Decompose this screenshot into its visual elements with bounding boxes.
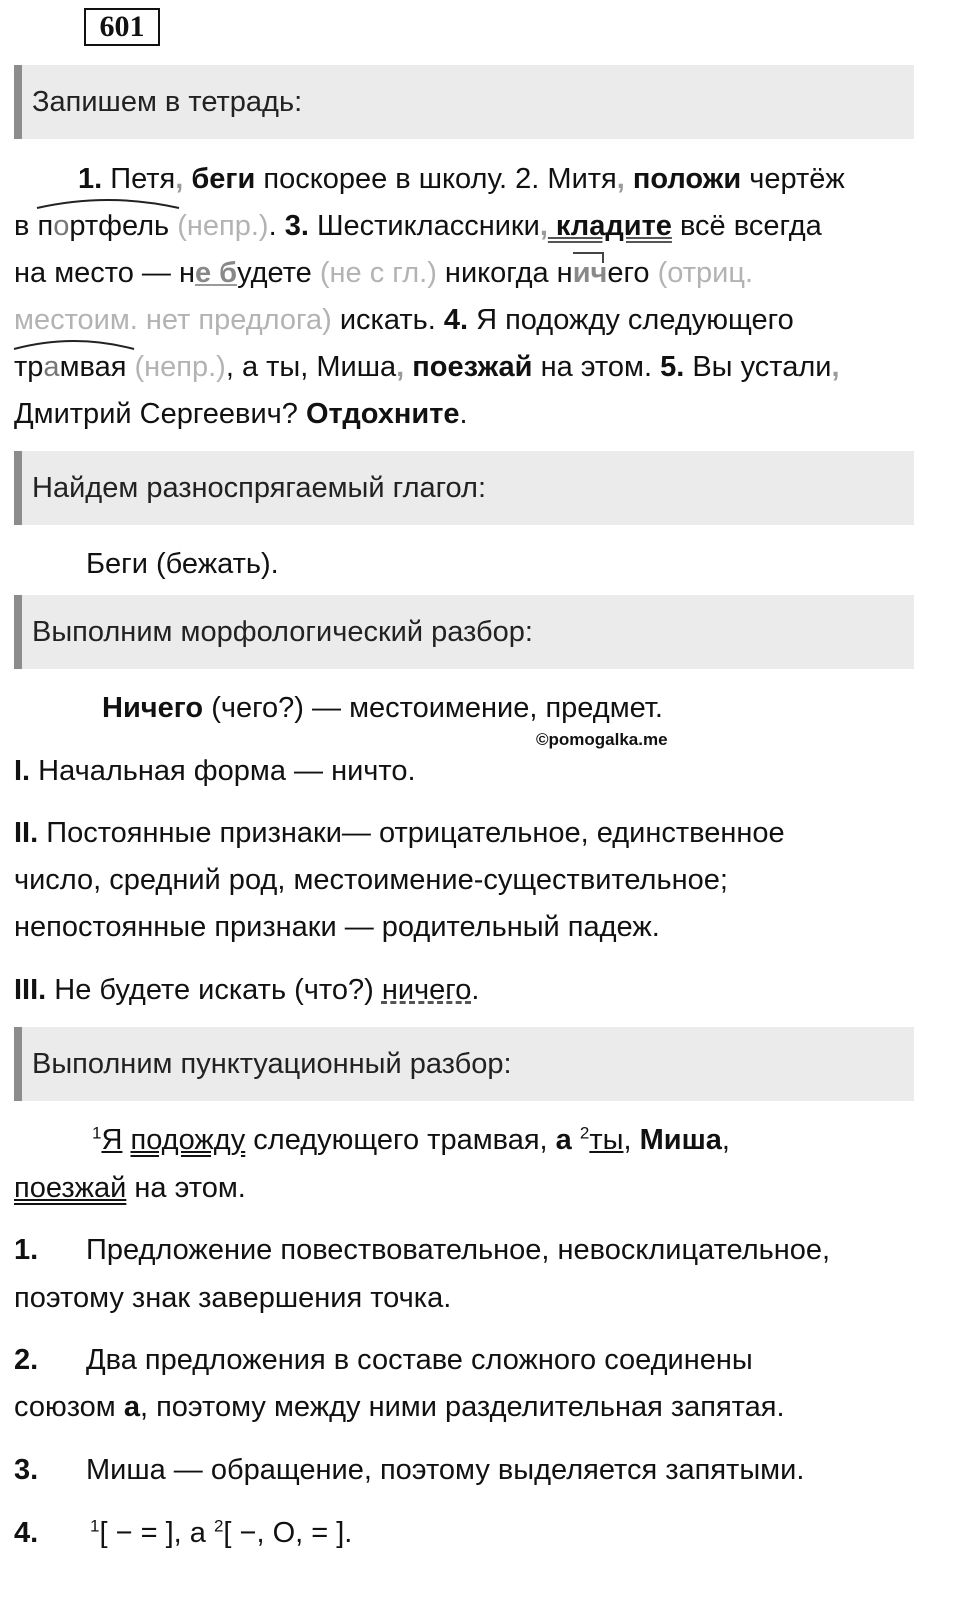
spelling-highlight: е б (194, 257, 238, 289)
text-fragment: его (607, 257, 658, 289)
verb-bold: беги (183, 163, 256, 195)
morpheme-arc-icon (10, 335, 138, 351)
scheme-fragment: [ − = ], а (99, 1517, 214, 1549)
verb-answer: Беги (бежать). (86, 548, 279, 580)
gray-note: (отриц. (657, 257, 754, 289)
conjunction-bold: а (555, 1124, 572, 1156)
text-fragment: на этом. (126, 1172, 246, 1204)
predicate-word: поезжай (14, 1172, 127, 1204)
list-number: 3. (14, 1454, 39, 1486)
section-header-punct: Выполним пунктуационный разбор: (14, 1027, 914, 1101)
gray-note: местоим. нет предлога) (14, 304, 332, 336)
text-fragment: в (14, 210, 38, 242)
punct-sentence-line-2 (14, 1168, 934, 1208)
text-fragment: , а ты, Миша (225, 351, 397, 383)
text-fragment: на место — н (14, 257, 195, 289)
analyzed-word: Ничего (102, 692, 204, 724)
verb-bold: положи (624, 163, 742, 195)
text-fragment: искать. (331, 304, 444, 336)
text-fragment: Шестиклассники (308, 210, 540, 242)
text-fragment: чертёж (741, 163, 845, 195)
text-fragment: Начальная форма — ничто. (30, 755, 416, 787)
punctuation-mark: , (616, 163, 625, 195)
text-line-1 (14, 159, 934, 199)
section-header-write: Запишем в тетрадь: (14, 65, 914, 139)
clause-index: 1 (92, 1123, 102, 1143)
gray-note: (непр.) (126, 351, 226, 383)
sentence-number: 4. (443, 304, 469, 336)
clause-index: 2 (579, 1123, 590, 1143)
punct-item-1-line-2: поэтому знак завершения точка. (14, 1282, 452, 1314)
list-number: 2. (14, 1344, 39, 1376)
text-fragment: Дмитрий Сергеевич? (14, 398, 306, 430)
morph-item-2 (14, 813, 934, 853)
text-fragment: Предложение повествовательное, невосклицательное, (86, 1234, 831, 1266)
roman-numeral: II. (14, 817, 39, 849)
scheme-fragment: [ −, О, = ]. (223, 1517, 353, 1549)
punctuation-mark: , (175, 163, 184, 195)
text-fragment: следующего трамвая, (245, 1124, 556, 1156)
text-fragment: Вы устали (684, 351, 832, 383)
text-fragment: , (623, 1124, 640, 1156)
text-fragment: удете (237, 257, 320, 289)
text-line-4 (14, 300, 934, 340)
text-line-3 (14, 253, 934, 293)
gray-note: (непр.) (169, 210, 269, 242)
roman-numeral: III. (14, 974, 47, 1006)
text-line-6 (14, 394, 934, 434)
text-fragment: . (268, 210, 285, 242)
sentence-number: 5. (660, 351, 685, 383)
punct-item-4 (14, 1513, 934, 1553)
list-number: 4. (14, 1517, 39, 1549)
text-fragment: Не будете искать (что?) (46, 974, 382, 1006)
punct-sentence-line-1 (14, 1120, 934, 1160)
punct-item-3 (14, 1450, 934, 1490)
subject-word: ты (589, 1124, 624, 1156)
sentence-number: 1. (78, 163, 103, 195)
morph-item-1 (14, 751, 934, 791)
text-fragment: союзом (14, 1391, 124, 1423)
text-fragment: , поэтому между ними разделительная запятая. (139, 1391, 785, 1423)
text-fragment: Постоянные признаки— отрицательное, единственное (38, 817, 785, 849)
text-fragment: Петя (102, 163, 176, 195)
morpheme-arc-icon (33, 194, 183, 210)
text-fragment: поскорее в школу. 2. Митя (255, 163, 617, 195)
roman-numeral: I. (14, 755, 31, 787)
punct-item-1 (14, 1230, 934, 1270)
object-underlined-word: ничего (381, 974, 472, 1006)
text-fragment: никогда н (436, 257, 573, 289)
predicate-word: подожду (130, 1124, 246, 1156)
list-number: 1. (14, 1234, 39, 1266)
subject-word: Я (101, 1124, 123, 1156)
section-header-morph: Выполним морфологический разбор: (14, 595, 914, 669)
text-fragment: (чего?) — местоимение, предмет. (203, 692, 663, 724)
text-fragment: . (471, 974, 480, 1006)
text-fragment: на этом. (532, 351, 661, 383)
verb-bold: поезжай (404, 351, 533, 383)
unstressed-vowel: а (43, 351, 60, 383)
verb-bold: Отдохните (305, 398, 460, 430)
word-with-arc: трамвая (14, 347, 126, 387)
task-number: 601 (84, 8, 160, 46)
unstressed-vowel: о (53, 210, 70, 242)
text-fragment: . (459, 398, 468, 430)
clause-index: 2 (213, 1516, 224, 1536)
word-with-arc: портфель (37, 206, 169, 246)
morph-item-3 (14, 970, 934, 1010)
text-fragment: Миша — обращение, поэтому выделяется запятыми. (86, 1454, 805, 1486)
text-line-2 (14, 206, 934, 246)
gray-note: (не с гл.) (319, 257, 437, 289)
text-line-5 (14, 347, 934, 387)
morph-item-2-line-2: число, средний род, местоимение-существительное; (14, 864, 728, 896)
sentence-number: 3. (284, 210, 309, 242)
text-fragment: Я подожду следующего (468, 304, 794, 336)
punct-item-2-line-2 (14, 1387, 934, 1427)
address-bold: Миша (639, 1124, 722, 1156)
text-fragment: Два предложения в составе сложного соединены (86, 1344, 753, 1376)
punctuation-mark: , (539, 210, 548, 242)
punct-item-2 (14, 1340, 934, 1380)
morph-title-line (102, 688, 960, 728)
prefix-corner-icon (573, 251, 613, 265)
conjunction-bold: а (123, 1391, 140, 1423)
watermark: ©pomogalka.me (536, 730, 668, 749)
section-header-verb: Найдем разноспрягаемый глагол: (14, 451, 914, 525)
text-fragment: всё всегда (671, 210, 822, 242)
verb-bold: кладите (547, 210, 672, 242)
punctuation-mark: , (396, 351, 405, 383)
morph-item-2-line-3: непостоянные признаки — родительный падеж. (14, 911, 660, 943)
prefix-mark: ич (573, 253, 608, 293)
punctuation-mark: , (831, 351, 840, 383)
text-fragment: , (721, 1124, 730, 1156)
clause-index: 1 (90, 1516, 100, 1536)
